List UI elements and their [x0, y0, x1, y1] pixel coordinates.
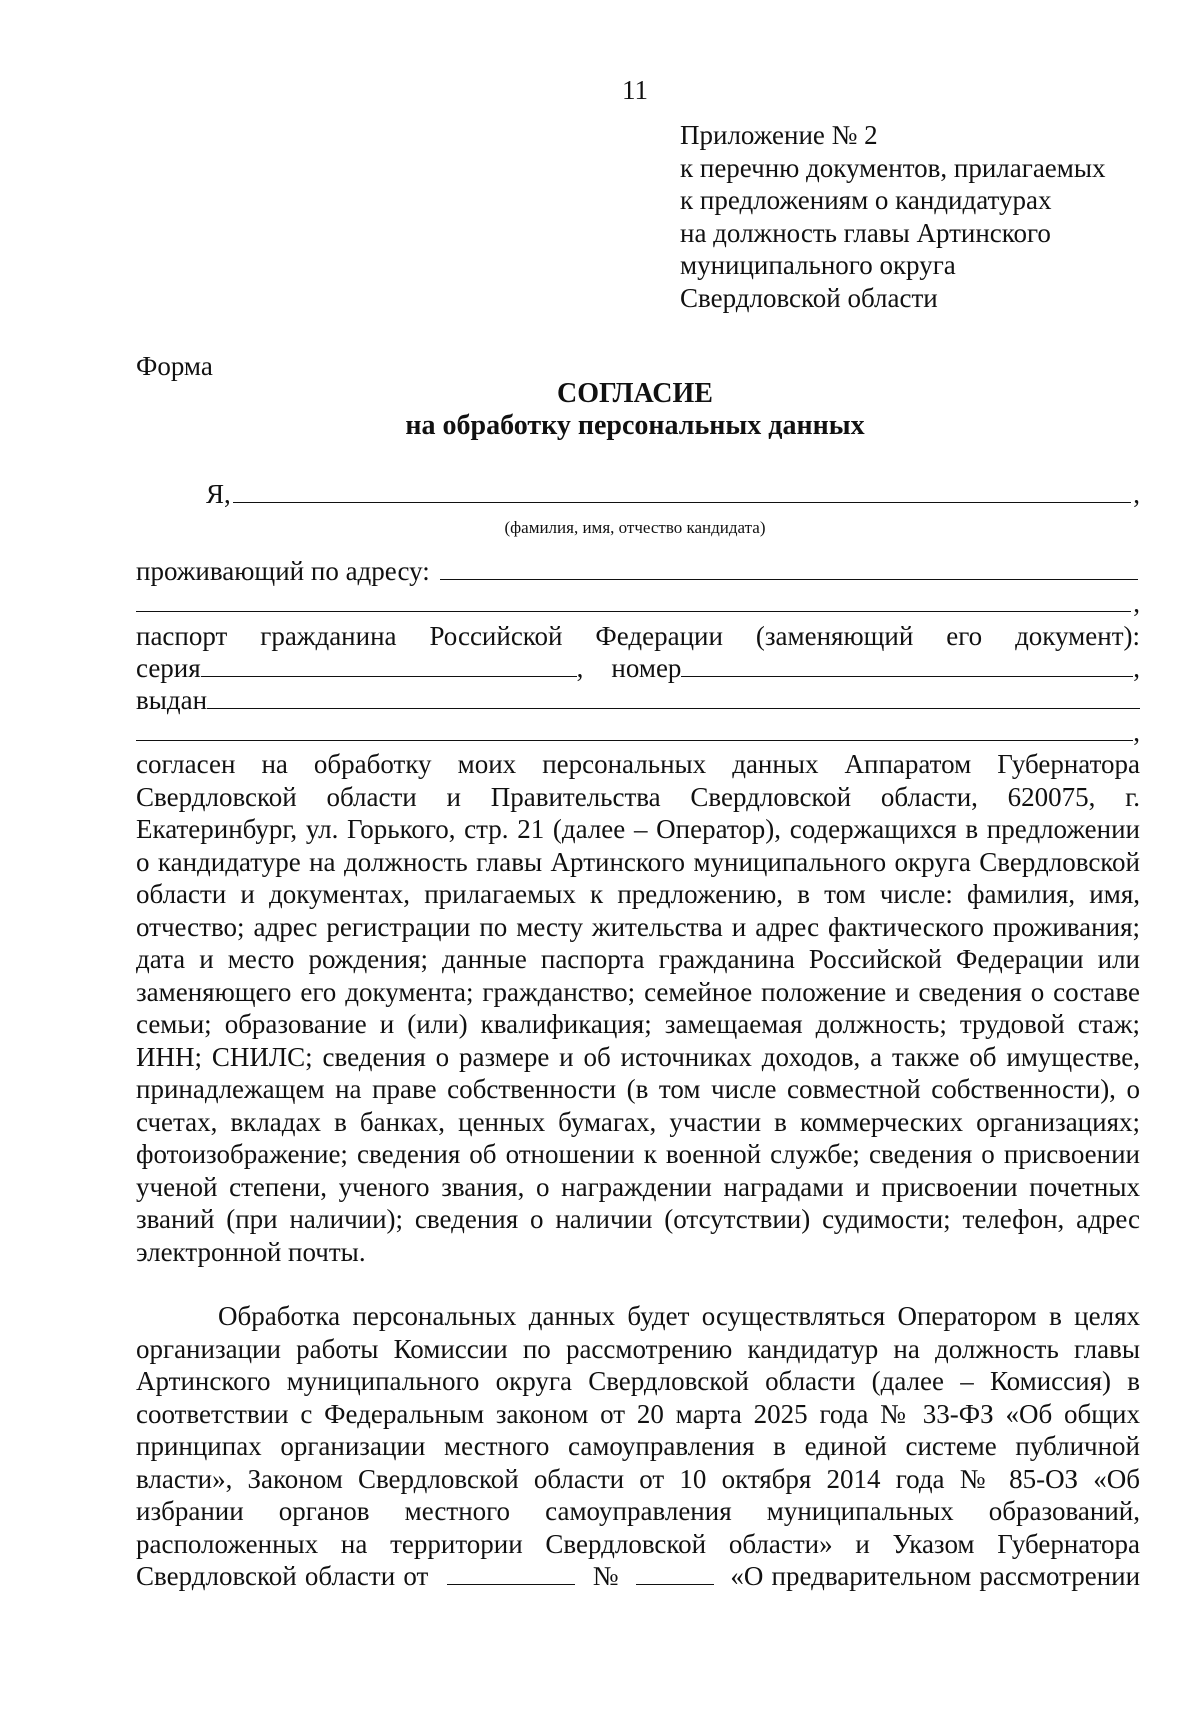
address-field-row-2: [136, 587, 1140, 620]
comma: ,: [1133, 588, 1140, 618]
issued-row: [136, 684, 1140, 717]
document-title: [0, 378, 1200, 442]
page-number: 11: [622, 75, 648, 105]
address-input-line-2[interactable]: [136, 587, 1131, 612]
appendix-line: к перечню документов, прилагаемых: [680, 152, 1106, 183]
address-input-line[interactable]: [440, 555, 1138, 580]
series-number-row: [136, 652, 1140, 685]
i-label: Я,: [206, 479, 231, 509]
decree-number-blank[interactable]: [636, 1562, 714, 1585]
processing-tail: «О предварительном рассмотрении: [730, 1561, 1141, 1591]
issued-label: выдан: [136, 685, 208, 715]
title-sub: на обработку персональных данных: [405, 410, 865, 441]
decree-number-sign: №: [592, 1561, 620, 1591]
comma: ,: [1133, 479, 1140, 509]
name-input-line[interactable]: [233, 478, 1131, 503]
series-label: серия: [136, 653, 201, 683]
processing-main-text: Обработка персональных данных будет осуществляться Оператором в целях организации работы Комиссии по рассмотрению кандидатур на должность главы Артинского муниципального округа Свердловской области (далее – Комиссия) в соответствии с Федеральным законом от 20 марта 2025 года № 33-ФЗ «Об общих принципах организации местного самоуправления в единой системе публичной власти», Законом Свердловской области от 10 октября 2014 года № 85-ОЗ «Об избрании органов местного самоуправления муниципальных образований, расположенных на территории Свердловской области» и Указом Губернатора Свердловской области от: [136, 1301, 1140, 1591]
issued-row-2: [136, 716, 1140, 749]
form-label: Форма: [136, 351, 213, 381]
address-label: проживающий по адресу:: [136, 556, 430, 586]
consent-paragraph: [136, 748, 1140, 1268]
processing-paragraph: [136, 1300, 1140, 1593]
appendix-line: муниципального округа: [680, 250, 956, 280]
number-label: номер: [611, 653, 682, 683]
appendix-line: на должность главы Артинского: [680, 217, 1051, 248]
comma: ,: [576, 653, 584, 683]
title-main: СОГЛАСИЕ: [557, 378, 713, 409]
comma: ,: [1133, 653, 1140, 683]
passport-line: паспорт гражданина Российской Федерации (заменяющий его документ):: [136, 621, 1140, 651]
appendix-line: Приложение № 2: [680, 120, 878, 150]
appendix-line: Свердловской области: [680, 282, 938, 313]
comma: ,: [1133, 717, 1140, 747]
decree-date-blank[interactable]: [447, 1562, 575, 1585]
appendix-header: [680, 119, 1140, 314]
address-field-row: [136, 555, 1140, 588]
name-field-row: [136, 478, 1140, 511]
appendix-line: к предложениям о кандидатурах: [680, 185, 1052, 215]
name-caption: (фамилия, имя, отчество кандидата): [504, 518, 766, 537]
issued-input-line[interactable]: [207, 684, 1140, 709]
processing-text: [136, 1300, 1140, 1593]
number-input-line[interactable]: [681, 652, 1133, 677]
series-input-line[interactable]: [201, 652, 577, 677]
issued-input-line-2[interactable]: [136, 716, 1133, 741]
consent-text: согласен на обработку моих персональных данных Аппаратом Губернатора Свердловской области и Правительства Свердловской области, 620075, г. Екатеринбург, ул. Горького, стр. 21 (далее – Оператор), содержащихся в предложении о кандидатуре на должность главы Артинского муниципального округа Свердловской области и документах, прилагаемых к предложению, в том числе: фамилия, имя, отчество; адрес регистрации по месту жительства и адрес фактического проживания; дата и место рождения; данные паспорта гражданина Российской Федерации или заменяющего его документа; гражданство; семейное положение и сведения о составе семьи; образование и (или) квалификация; замещаемая должность; трудовой стаж; ИНН; СНИЛС; сведения о размере и об источниках доходов, а также об имуществе, принадлежащем на праве собственности (в том числе совместной собственности), о счетах, вкладах в банках, ценных бумагах, участии в коммерческих организациях; фотоизображение; сведения об отношении к военной службе; сведения о присвоении ученой степени, ученого звания, о награждении наградами и присвоении почетных званий (при наличии); сведения о наличии (отсутствии) судимости; телефон, адрес электронной почты.: [136, 749, 1140, 1267]
